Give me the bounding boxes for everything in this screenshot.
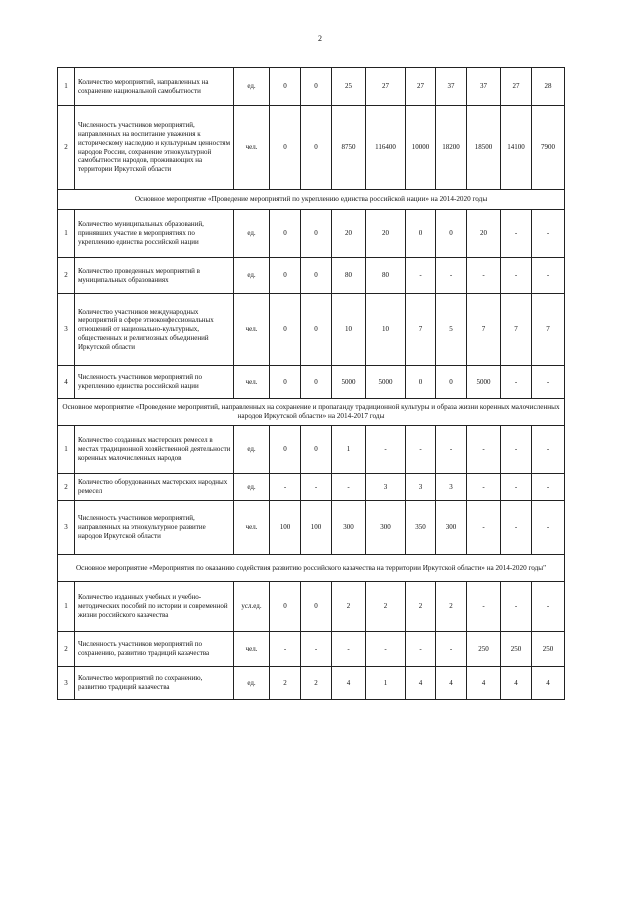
value-cell: - — [501, 210, 532, 258]
value-cell: 1 — [366, 667, 406, 700]
value-cell: 2 — [406, 582, 436, 632]
row-number: 3 — [58, 501, 75, 555]
value-cell: 80 — [332, 258, 366, 294]
value-cell: - — [436, 426, 467, 474]
value-cell: - — [366, 632, 406, 667]
value-cell: 0 — [270, 366, 301, 399]
unit-cell: ед. — [234, 68, 270, 106]
value-cell: 37 — [467, 68, 501, 106]
table-row — [58, 294, 565, 366]
value-cell: 250 — [467, 632, 501, 667]
value-cell: 27 — [501, 68, 532, 106]
value-cell: 2 — [366, 582, 406, 632]
value-cell: 0 — [270, 210, 301, 258]
indicator-name: Количество оборудованных мастерских народных ремесел — [75, 474, 234, 501]
indicator-name: Численность участников мероприятий по сохранению, развитию традиций казачества — [75, 632, 234, 667]
value-cell: 8750 — [332, 106, 366, 190]
value-cell: 7 — [532, 294, 565, 366]
row-number: 1 — [58, 582, 75, 632]
unit-cell: ед. — [234, 210, 270, 258]
value-cell: 0 — [270, 106, 301, 190]
value-cell: 7 — [406, 294, 436, 366]
value-cell: 4 — [501, 667, 532, 700]
value-cell: - — [301, 474, 332, 501]
indicator-name: Количество участников международных мероприятий в сфере этноконфессиональных отношений от национально-культурных, общественных и религиозных объединений Иркутской области — [75, 294, 234, 366]
value-cell: - — [532, 582, 565, 632]
value-cell: 100 — [270, 501, 301, 555]
value-cell: 7 — [501, 294, 532, 366]
value-cell: 0 — [270, 258, 301, 294]
value-cell: - — [532, 426, 565, 474]
value-cell: 250 — [532, 632, 565, 667]
value-cell: 3 — [366, 474, 406, 501]
row-number: 4 — [58, 366, 75, 399]
value-cell: 350 — [406, 501, 436, 555]
value-cell: 300 — [332, 501, 366, 555]
unit-cell: чел. — [234, 366, 270, 399]
indicators-table — [57, 67, 565, 700]
value-cell: 0 — [406, 366, 436, 399]
value-cell: 0 — [301, 426, 332, 474]
value-cell: 0 — [270, 426, 301, 474]
value-cell: 0 — [436, 210, 467, 258]
row-number: 2 — [58, 474, 75, 501]
value-cell: - — [467, 474, 501, 501]
row-number: 2 — [58, 632, 75, 667]
section-heading-row — [58, 555, 565, 582]
row-number: 3 — [58, 294, 75, 366]
value-cell: - — [406, 632, 436, 667]
value-cell: - — [532, 210, 565, 258]
unit-cell: ед. — [234, 474, 270, 501]
indicator-name: Количество изданных учебных и учебно-методических пособий по истории и современной жизни российского казачества — [75, 582, 234, 632]
unit-cell: ед. — [234, 258, 270, 294]
indicator-name: Численность участников мероприятий, направленных на воспитание уважения к историческому наследию и культурным ценностям народов России, сохранение этнокультурной самобытности народов, проживающих на территории Иркутской области — [75, 106, 234, 190]
indicator-name: Количество мероприятий по сохранению, развитию традиций казачества — [75, 667, 234, 700]
value-cell: 37 — [436, 68, 467, 106]
value-cell: - — [436, 632, 467, 667]
value-cell: - — [532, 474, 565, 501]
value-cell: - — [406, 258, 436, 294]
value-cell: 10 — [332, 294, 366, 366]
value-cell: 116400 — [366, 106, 406, 190]
table-row — [58, 501, 565, 555]
value-cell: - — [301, 632, 332, 667]
table-row — [58, 667, 565, 700]
value-cell: - — [501, 366, 532, 399]
unit-cell: усл.ед. — [234, 582, 270, 632]
value-cell: - — [366, 426, 406, 474]
value-cell: 0 — [301, 106, 332, 190]
value-cell: - — [467, 501, 501, 555]
value-cell: 5000 — [467, 366, 501, 399]
value-cell: 300 — [366, 501, 406, 555]
value-cell: 0 — [270, 294, 301, 366]
table-row — [58, 258, 565, 294]
value-cell: 7 — [467, 294, 501, 366]
table-row — [58, 68, 565, 106]
value-cell: 14100 — [501, 106, 532, 190]
value-cell: 4 — [406, 667, 436, 700]
value-cell: 3 — [406, 474, 436, 501]
value-cell: 27 — [366, 68, 406, 106]
value-cell: - — [467, 258, 501, 294]
table-row — [58, 582, 565, 632]
table-row — [58, 474, 565, 501]
value-cell: - — [501, 501, 532, 555]
table-row — [58, 210, 565, 258]
value-cell: 18200 — [436, 106, 467, 190]
unit-cell: чел. — [234, 106, 270, 190]
value-cell: 4 — [467, 667, 501, 700]
row-number: 1 — [58, 68, 75, 106]
value-cell: - — [406, 426, 436, 474]
value-cell: - — [501, 258, 532, 294]
unit-cell: чел. — [234, 632, 270, 667]
value-cell: - — [501, 426, 532, 474]
value-cell: 0 — [436, 366, 467, 399]
value-cell: - — [467, 426, 501, 474]
indicator-name: Численность участников мероприятий, направленных на этнокультурное развитие народов Иркутской области — [75, 501, 234, 555]
value-cell: 3 — [436, 474, 467, 501]
value-cell: 0 — [270, 582, 301, 632]
section-heading: Основное мероприятие «Проведение мероприятий, направленных на сохранение и пропаганду традиционной культуры и образа жизни коренных малочисленных народов Иркутской области» на 2014-2017 годы — [58, 399, 565, 426]
value-cell: - — [332, 632, 366, 667]
row-number: 1 — [58, 426, 75, 474]
unit-cell: чел. — [234, 501, 270, 555]
value-cell: 20 — [366, 210, 406, 258]
value-cell: 2 — [270, 667, 301, 700]
value-cell: 28 — [532, 68, 565, 106]
value-cell: 5000 — [366, 366, 406, 399]
value-cell: 0 — [301, 294, 332, 366]
row-number: 2 — [58, 106, 75, 190]
indicator-name: Количество мероприятий, направленных на сохранение национальной самобытности — [75, 68, 234, 106]
value-cell: 27 — [406, 68, 436, 106]
value-cell: 4 — [436, 667, 467, 700]
value-cell: 2 — [436, 582, 467, 632]
value-cell: - — [501, 582, 532, 632]
table-row — [58, 426, 565, 474]
value-cell: - — [332, 474, 366, 501]
value-cell: 0 — [301, 258, 332, 294]
section-heading-row — [58, 399, 565, 426]
value-cell: 2 — [332, 582, 366, 632]
value-cell: 1 — [332, 426, 366, 474]
unit-cell: ед. — [234, 426, 270, 474]
value-cell: 0 — [270, 68, 301, 106]
indicator-name: Количество проведенных мероприятий в муниципальных образованиях — [75, 258, 234, 294]
value-cell: - — [467, 582, 501, 632]
value-cell: 20 — [467, 210, 501, 258]
section-heading: Основное мероприятие «Мероприятия по оказанию содействия развитию российского казачества на территории Иркутской области» на 2014-2020 годы" — [58, 555, 565, 582]
value-cell: 250 — [501, 632, 532, 667]
value-cell: 4 — [532, 667, 565, 700]
indicator-name: Количество созданных мастерских ремесел в местах традиционной хозяйственной деятельности коренных малочисленных народов — [75, 426, 234, 474]
row-number: 1 — [58, 210, 75, 258]
value-cell: 0 — [301, 210, 332, 258]
unit-cell: ед. — [234, 667, 270, 700]
value-cell: 10000 — [406, 106, 436, 190]
value-cell: - — [501, 474, 532, 501]
value-cell: 0 — [301, 366, 332, 399]
value-cell: 100 — [301, 501, 332, 555]
value-cell: 7900 — [532, 106, 565, 190]
value-cell: - — [270, 474, 301, 501]
value-cell: 5000 — [332, 366, 366, 399]
value-cell: - — [436, 258, 467, 294]
section-heading-row — [58, 190, 565, 210]
row-number: 3 — [58, 667, 75, 700]
value-cell: 18500 — [467, 106, 501, 190]
table-row — [58, 632, 565, 667]
value-cell: 80 — [366, 258, 406, 294]
value-cell: 0 — [406, 210, 436, 258]
value-cell: - — [532, 258, 565, 294]
indicator-name: Количество муниципальных образований, принявших участие в мероприятиях по укреплению единства российской нации — [75, 210, 234, 258]
value-cell: - — [532, 366, 565, 399]
value-cell: 10 — [366, 294, 406, 366]
value-cell: 2 — [301, 667, 332, 700]
value-cell: 4 — [332, 667, 366, 700]
table-row — [58, 366, 565, 399]
table-row — [58, 106, 565, 190]
value-cell: - — [532, 501, 565, 555]
indicator-name: Численность участников мероприятий по укреплению единства российской нации — [75, 366, 234, 399]
value-cell: 20 — [332, 210, 366, 258]
value-cell: 5 — [436, 294, 467, 366]
value-cell: 25 — [332, 68, 366, 106]
row-number: 2 — [58, 258, 75, 294]
value-cell: 0 — [301, 582, 332, 632]
value-cell: 0 — [301, 68, 332, 106]
section-heading: Основное мероприятие «Проведение мероприятий по укреплению единства российской нации» на 2014-2020 годы — [58, 190, 565, 210]
unit-cell: чел. — [234, 294, 270, 366]
page-number: 2 — [318, 34, 322, 43]
value-cell: 300 — [436, 501, 467, 555]
value-cell: - — [270, 632, 301, 667]
